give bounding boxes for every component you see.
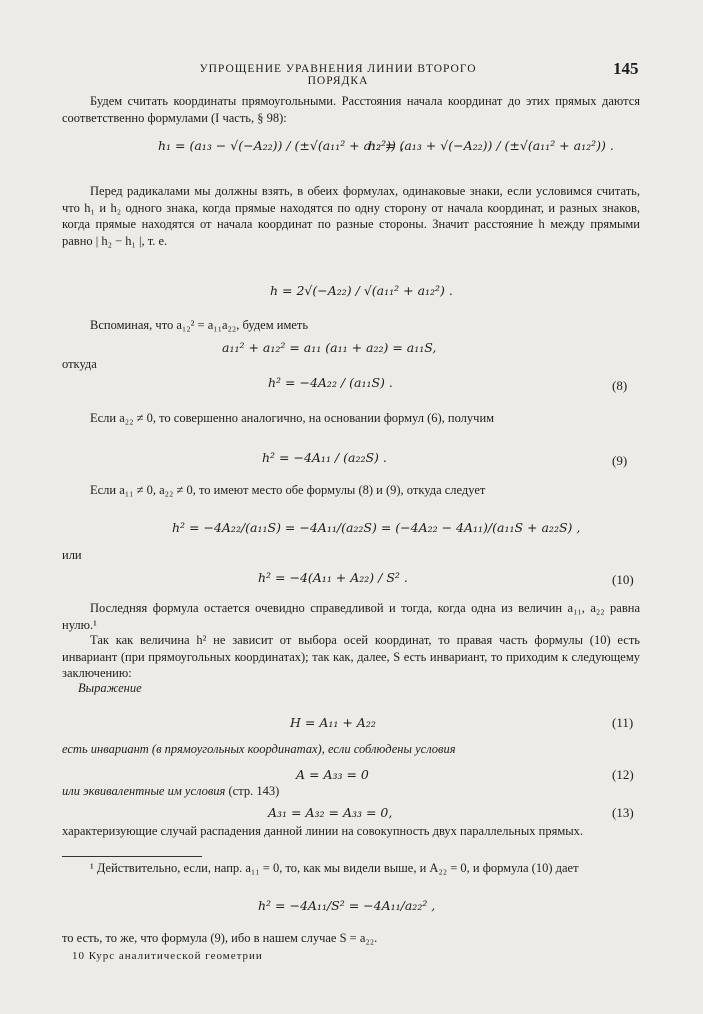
paragraph-7: Так как величина h² не зависит от выбора осей координат, то правая часть формулы (10) есть инвариант (при прямоугольных координатах); так как, далее, S есть инвариант, то приходим к следующему заключению:: [62, 633, 640, 680]
running-title: УПРОЩЕНИЕ УРАВНЕНИЯ ЛИНИИ ВТОРОГО ПОРЯДКА: [199, 63, 477, 87]
formula-chain: h² = −4A₂₂/(a₁₁S) = −4A₁₁/(a₂₂S) = (−4A₂₂ − 4A₁₁)/(a₁₁S + a₂₂S) ,: [172, 520, 581, 535]
paragraph-6: Последняя формула остается очевидно справедливой и тогда, когда одна из величин a₁₁, a₂₂ равна нулю.¹: [62, 601, 640, 632]
formula-h1: h₁ = (a₁₃ − √(−A₂₂)) / (±√(a₁₁² + a₁₂²)) ,: [158, 138, 404, 153]
formula-12: A = A₃₃ = 0: [296, 767, 369, 782]
footnote-text: ¹ Действительно, если, напр. a₁₁ = 0, то, как мы видели выше, и A₂₂ = 0, и формула (10) дает: [90, 861, 579, 875]
paragraph-8: есть инвариант (в прямоугольных координатах), если соблюдены условия: [62, 742, 456, 756]
paragraph-2: Перед радикалами мы должны взять, в обеих формулах, одинаковые знаки, если условимся считать, что h₁ и h₂ одного знака, когда прямые находятся по одну сторону от начала координат, и разных знаков, когда прямые находятся от начала координат по разные стороны. Значит расстояние h между прямыми равно | h₂ − h₁ |, т. е.: [62, 184, 640, 248]
formula-h2: h₂ = (a₁₃ + √(−A₂₂)) / (±√(a₁₁² + a₁₂²)) .: [368, 138, 614, 153]
paragraph-1: Будем считать координаты прямоугольными. Расстояния начала координат до этих прямых даются соответственно формулами (I часть, § 98):: [62, 94, 640, 125]
formula-11: H = A₁₁ + A₂₂: [290, 715, 376, 730]
paragraph-10: характеризующие случай распадения данной линии на совокупность двух параллельных прямых.: [62, 824, 583, 838]
equation-number-10: (10): [612, 572, 634, 587]
equation-number-9: (9): [612, 453, 628, 468]
paragraph-9-ref: (стр. 143): [228, 784, 280, 798]
equation-number-11: (11): [612, 715, 634, 730]
formula-13: A₃₁ = A₃₂ = A₃₃ = 0,: [268, 805, 393, 820]
paragraph-3: Вспоминая, что a₁₂² = a₁₁a₂₂, будем иметь: [90, 318, 309, 332]
page-number: 145: [613, 59, 639, 78]
paragraph-4: Если a₂₂ ≠ 0, то совершенно аналогично, на основании формул (6), получим: [90, 411, 495, 425]
footnote-tail: то есть, то же, что формула (9), ибо в нашем случае S = a₂₂.: [62, 931, 378, 945]
equation-number-13: (13): [612, 805, 634, 820]
formula-8: h² = −4A₂₂ / (a₁₁S) .: [268, 375, 393, 390]
formula-sum: a₁₁² + a₁₂² = a₁₁ (a₁₁ + a₂₂) = a₁₁S,: [222, 340, 437, 355]
equation-number-12: (12): [612, 767, 634, 782]
word-ili: или: [62, 548, 82, 562]
formula-9: h² = −4A₁₁ / (a₂₂S) .: [262, 450, 387, 465]
paragraph-9: [62, 784, 279, 799]
formula-h: h = 2√(−A₂₂) / √(a₁₁² + a₁₂²) .: [270, 283, 453, 298]
word-vyrazhenie: Выражение: [78, 681, 142, 695]
footnote-divider: [62, 856, 202, 857]
paragraph-9-italic: или эквивалентные им условия: [62, 784, 226, 798]
formula-10: h² = −4(A₁₁ + A₂₂) / S² .: [258, 570, 408, 585]
paragraph-5: Если a₁₁ ≠ 0, a₂₂ ≠ 0, то имеют место обе формулы (8) и (9), откуда следует: [90, 483, 486, 497]
signature-line: 10 Курс аналитической геометрии: [72, 950, 263, 962]
equation-number-8: (8): [612, 378, 628, 393]
word-otkuda: откуда: [62, 357, 97, 371]
footnote-formula: h² = −4A₁₁/S² = −4A₁₁/a₂₂² ,: [258, 898, 436, 913]
